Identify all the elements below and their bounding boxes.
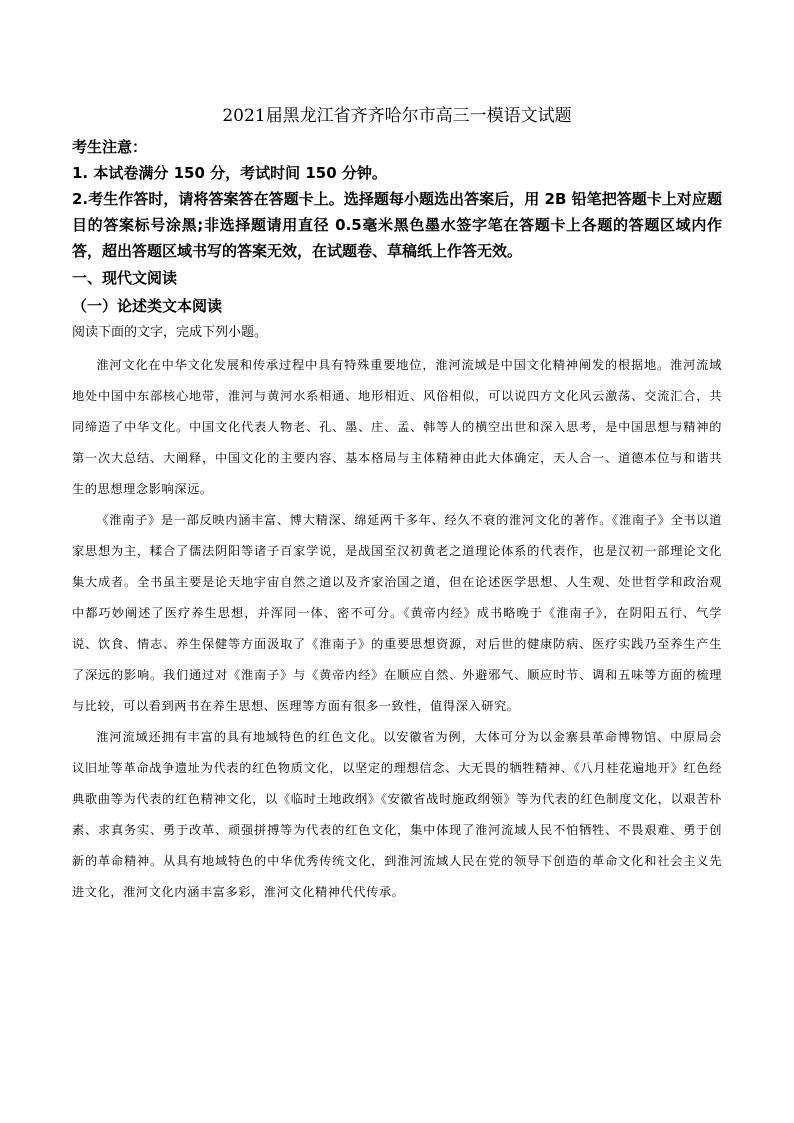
subsection-heading: （一）论述类文本阅读: [72, 297, 223, 315]
notice-item-2: 2.考生作答时，请将答案答在答题卡上。选择题每小题选出答案后，用 2B 铅笔把答题卡上对应题目的答案标号涂黑;非选择题请用直径 0.5毫米黑色墨水签字笔在答题卡上各题的答题区域内作答，超出答题区域书写的答案无效，在试题卷、草稿纸上作答无效。: [72, 190, 722, 260]
reading-instruction: 阅读下面的文字，完成下列小题。: [72, 325, 268, 340]
article-paragraph-2: 《淮南子》是一部反映内涵丰富、博大精深、绵延两千多年、经久不衰的淮河文化的著作。《淮南子》全书以道家思想为主，糅合了儒法阴阳等诸子百家学说，是战国至汉初黄老之道理论体系的代表作，也是汉初一部理论文化集大成者。全书虽主要是论天地宇宙自然之道以及齐家治国之道，但在论述医学思想、人生观、处世哲学和政治观中都巧妙阐述了医疗养生思想，并浑同一体、密不可分。《黄帝内经》成书略晚于《淮南子》，在阴阳五行、气学说、饮食、情志、养生保健等方面汲取了《淮南子》的重要思想资源，对后世的健康防病、医疗实践乃至养生产生了深远的影响。我们通过对《淮南子》与《黄帝内经》在顺应自然、外避邪气、顺应时节、调和五味等方面的梳理与比较，可以看到两书在养生思想、医理等方面有很多一致性，值得深入研究。: [72, 513, 722, 713]
notice-item-1: 1. 本试卷满分 150 分，考试时间 150 分钟。: [72, 164, 387, 182]
article-paragraph-1: 淮河文化在中华文化发展和传承过程中具有特殊重要地位，淮河流域是中国文化精神阐发的根据地。淮河流域地处中国中东部核心地带，淮河与黄河水系相通、地形相近、风俗相似，可以说四方文化风云激荡、交流汇合，共同缔造了中华文化。中国文化代表人物老、孔、墨、庄、孟、韩等人的横空出世和深入思考，是中国思想与精神的第一次大总结、大阐释，中国文化的主要内容、基本格局与主体精神由此大体确定，天人合一、道德本位与和谐共生的思想理念影响深远。: [72, 358, 722, 496]
document-title: 2021届黑龙江省齐齐哈尔市高三一模语文试题: [222, 106, 572, 126]
article-paragraph-3: 淮河流域还拥有丰富的具有地域特色的红色文化。以安徽省为例，大体可分为以金寨县革命博物馆、中原局会议旧址等革命战争遗址为代表的红色物质文化，以坚定的理想信念、大无畏的牺牲精神、《八月桂花遍地开》红色经典歌曲等为代表的红色精神文化，以《临时土地政纲》《安徽省战时施政纲领》等为代表的红色制度文化，以艰苦朴素、求真务实、勇于改革、顽强拼搏等为代表的红色文化，集中体现了淮河流域人民不怕牺牲、不畏艰难、勇于创新的革命精神。从具有地域特色的中华优秀传统文化，到淮河流域人民在党的领导下创造的革命文化和社会主义先进文化，淮河文化内涵丰富多彩，淮河文化精神代代传承。: [72, 730, 722, 899]
section-heading: 一、现代文阅读: [72, 269, 178, 287]
notice-heading: 考生注意：: [72, 138, 148, 156]
